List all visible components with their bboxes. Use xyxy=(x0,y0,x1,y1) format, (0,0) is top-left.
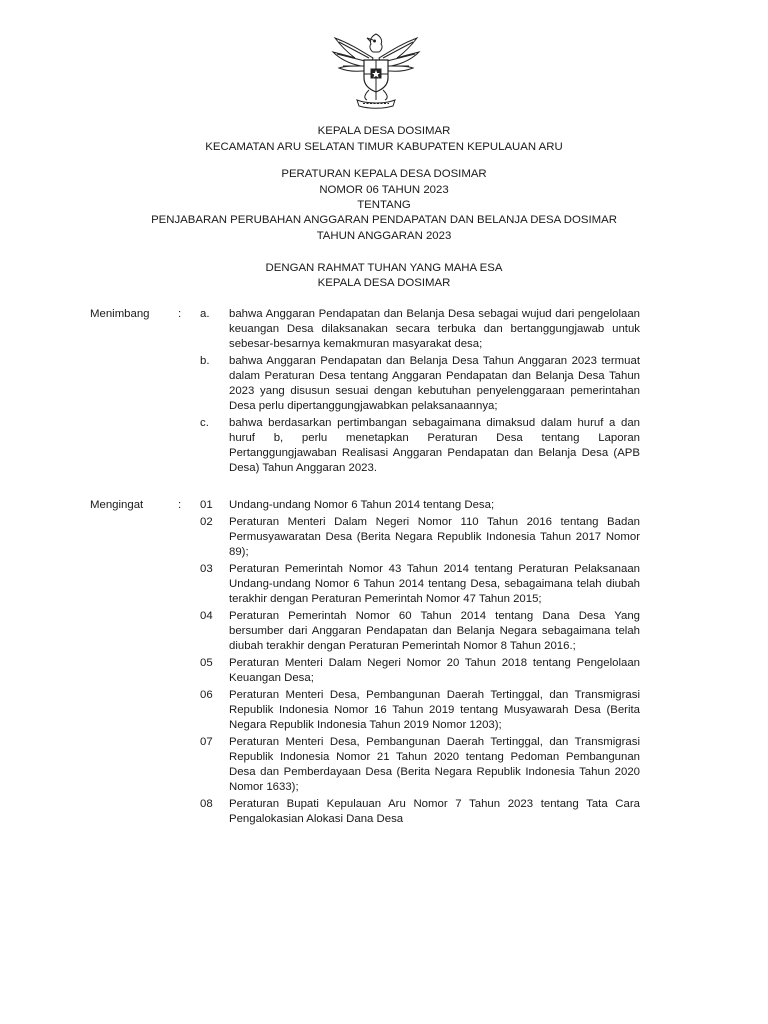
garuda-emblem-icon xyxy=(329,30,423,110)
menimbang-list xyxy=(200,307,640,478)
item-marker: 01 xyxy=(200,499,213,511)
mengingat-item xyxy=(200,735,640,795)
item-marker: 04 xyxy=(200,610,213,622)
mengingat-item xyxy=(200,656,640,686)
item-text: Peraturan Menteri Dalam Negeri Nomor 110 Tahun 2016 tentang Badan Permusyawaratan Desa (Berita Negara Republik Indonesia Tahun 2017 Nomor 89); xyxy=(229,516,640,558)
item-marker: a. xyxy=(200,308,210,320)
item-marker: 08 xyxy=(200,798,213,810)
item-text: bahwa berdasarkan pertimbangan sebagaimana dimaksud dalam huruf a dan huruf b, perlu menetapkan Peraturan Desa tentang Laporan Pertanggungjawaban Realisasi Anggaran Pendapatan dan Belanja Desa (APB Desa) Tahun Anggaran 2023. xyxy=(229,417,640,474)
item-marker: 02 xyxy=(200,516,213,528)
item-text: Peraturan Pemerintah Nomor 43 Tahun 2014 tentang Peraturan Pelaksanaan Undang-undang Nomor 6 Tahun 2014 tentang Desa, sebagaimana telah diubah terakhir dengan Peraturan Pemerintah Nomor 47 Tahun 2015; xyxy=(229,563,640,605)
header-office: KEPALA DESA DOSIMAR xyxy=(317,125,451,137)
item-text: Peraturan Menteri Dalam Negeri Nomor 20 Tahun 2018 tentang Pengelolaan Keuangan Desa; xyxy=(229,657,640,684)
item-text: Peraturan Pemerintah Nomor 60 Tahun 2014 tentang Dana Desa Yang bersumber dari Anggaran Pendapatan dan Belanja Negara sebagaimana telah diubah terakhir dengan Peraturan Pemerintah Nomor 8 Tahun 2016.; xyxy=(229,610,640,652)
mengingat-item xyxy=(200,498,640,513)
mengingat-label: Mengingat xyxy=(90,499,144,511)
item-text: Peraturan Bupati Kepulauan Aru Nomor 7 Tahun 2023 tentang Tata Cara Pengalokasian Alokasi Dana Desa xyxy=(229,798,640,825)
mengingat-item xyxy=(200,688,640,733)
mengingat-item xyxy=(200,609,640,654)
item-marker: 07 xyxy=(200,736,213,748)
regulation-year: TAHUN ANGGARAN 2023 xyxy=(316,230,452,242)
item-text: bahwa Anggaran Pendapatan dan Belanja Desa Tahun Anggaran 2023 termuat dalam Peraturan Desa tentang Anggaran Pendapatan dan Belanja Desa Tahun 2023 yang disusun sesuai dengan kebutuhan penyelenggaraan pemerintahan Desa perlu dipertanggungjawabkan pelaksanaannya; xyxy=(229,355,640,412)
item-text: Peraturan Menteri Desa, Pembangunan Daerah Tertinggal, dan Transmigrasi Republik Indonesia Nomor 21 Tahun 2020 tentang Pedoman Pembangunan Desa dan Pemberdayaan Desa (Berita Negara Republik Indonesia Tahun 2020 Nomor 1633); xyxy=(229,736,640,793)
item-marker: c. xyxy=(200,417,209,429)
menimbang-item xyxy=(200,307,640,352)
item-text: bahwa Anggaran Pendapatan dan Belanja Desa sebagai wujud dari pengelolaan keuangan Desa dilaksanakan secara terbuka dan bertanggungjawab untuk sebesar-besarnya kemakmuran masyarakat desa; xyxy=(229,308,640,350)
item-marker: 06 xyxy=(200,689,213,701)
item-text: Peraturan Menteri Desa, Pembangunan Daerah Tertinggal, dan Transmigrasi Republik Indonesia Nomor 16 Tahun 2019 tentang Musyawarah Desa (Berita Negara Republik Indonesia Tahun 2019 Nomor 1203); xyxy=(229,689,640,731)
regulation-about: TENTANG xyxy=(357,199,411,211)
menimbang-label: Menimbang xyxy=(90,308,150,320)
mengingat-list xyxy=(200,498,640,829)
regulation-subject: PENJABARAN PERUBAHAN ANGGARAN PENDAPATAN DAN BELANJA DESA DOSIMAR xyxy=(151,214,617,226)
item-text: Undang-undang Nomor 6 Tahun 2014 tentang Desa; xyxy=(229,499,495,511)
item-marker: 05 xyxy=(200,657,213,669)
mengingat-item xyxy=(200,797,640,827)
invocation-line: DENGAN RAHMAT TUHAN YANG MAHA ESA xyxy=(265,262,503,274)
menimbang-colon: : xyxy=(178,308,182,320)
mengingat-colon: : xyxy=(178,499,182,511)
mengingat-item xyxy=(200,515,640,560)
item-marker: 03 xyxy=(200,563,213,575)
invocation-authority: KEPALA DESA DOSIMAR xyxy=(317,277,451,289)
regulation-number: NOMOR 06 TAHUN 2023 xyxy=(319,184,449,196)
regulation-title: PERATURAN KEPALA DESA DOSIMAR xyxy=(281,168,487,180)
mengingat-item xyxy=(200,562,640,607)
garuda-emblem xyxy=(329,30,423,110)
item-marker: b. xyxy=(200,355,210,367)
menimbang-item xyxy=(200,354,640,414)
menimbang-item xyxy=(200,416,640,476)
header-district: KECAMATAN ARU SELATAN TIMUR KABUPATEN KEPULAUAN ARU xyxy=(205,141,563,153)
